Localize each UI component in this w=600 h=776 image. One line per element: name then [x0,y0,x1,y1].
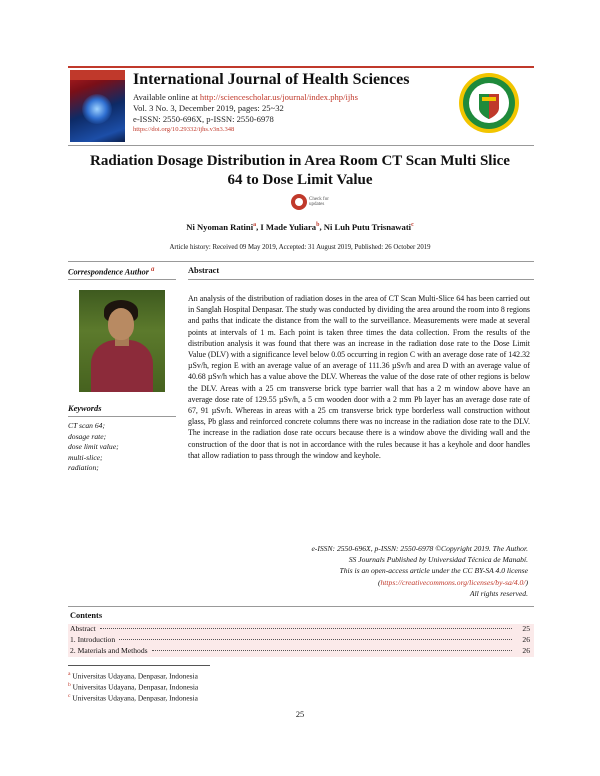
toc-item-label: Abstract [70,624,96,633]
article-title [60,152,540,190]
author-name: Ni Nyoman Ratini [186,222,254,232]
cover-band [70,70,125,80]
contents-heading: Contents [70,611,103,620]
abstract-heading: Abstract [188,266,220,275]
toc-item-page: 26 [522,646,530,655]
toc-item-page: 25 [522,624,530,633]
toc-leader [100,628,512,629]
header-top-rule [68,66,534,68]
toc-leader [152,650,512,651]
cover-glow [82,94,112,124]
page-number: 25 [295,710,305,719]
article-history: Article history: Received 09 May 2019, Accepted: 31 August 2019, Published: 26 October 2019 [169,244,431,251]
check-for-updates-icon[interactable] [291,194,307,210]
check-label-line2: updates [309,202,325,207]
divider [68,279,176,280]
divider [68,606,534,607]
license-line [196,577,528,588]
author-name: Ni Luh Putu Trisnawati [323,222,412,232]
affiliation-text: Universitas Udayana, Denpasar, Indonesia [72,693,198,703]
table-of-contents [68,624,534,657]
header-bottom-rule [68,145,534,146]
divider [188,279,534,280]
toc-leader [119,639,512,640]
keyword-item: radiation; [68,463,99,473]
issn-info: e-ISSN: 2550-696X, p-ISSN: 2550-6978 [133,114,274,124]
paren-open: ( [377,577,381,587]
toc-item-label: 1. Introduction [70,635,116,644]
journal-url-link[interactable]: http://sciencescholar.us/journal/index.php/ijhs [199,92,358,102]
affiliation-text: Universitas Udayana, Denpasar, Indonesia [72,682,199,692]
volume-info: Vol. 3 No. 3, December 2019, pages: 25~32 [133,103,284,113]
doi-link[interactable]: https://doi.org/10.29332/ijhs.v3n3.348 [133,126,235,133]
affiliation-sup: a [68,671,71,677]
license-block [196,543,528,599]
toc-item[interactable] [68,646,534,657]
author-name: I Made Yuliara [260,222,317,232]
toc-item[interactable] [68,635,534,646]
available-prefix: Available online at [133,92,200,102]
footnote-rule [68,665,210,666]
affiliation [68,693,198,702]
toc-item-label: 2. Materials and Methods [70,646,148,655]
article-title-line1: Radiation Dosage Distribution in Area Room CT Scan Multi Slice [90,153,510,169]
affiliation-sup: c [68,693,71,699]
correspondence-label: Correspondence Author [68,267,149,277]
author-sup: b [316,222,320,229]
keyword-item: dose limit value; [68,442,119,452]
affiliation [68,671,198,680]
keyword-item: CT scan 64; [68,421,105,430]
available-online [133,92,358,102]
journal-title: International Journal of Health Sciences [133,71,410,88]
keywords-heading: Keywords [68,404,102,413]
photo-body-shape [91,340,153,392]
affiliation-sup: b [68,682,71,688]
license-line: All rights reserved. [469,588,528,598]
keywords-list [68,421,119,474]
check-for-updates-label[interactable] [309,197,329,207]
keyword-item: dosage rate; [68,431,107,441]
author-photo [79,290,165,392]
author-sup: a [253,222,257,229]
author-list: Ni Nyoman Ratini$^a$, I Made Yuliara$^b$, Ni Luh Putu Trisnawati$^c$ [186,222,414,232]
affiliation [68,682,198,691]
correspondence-author-heading [68,266,154,277]
toc-item[interactable] [68,624,534,635]
license-line: e-ISSN: 2550-696X, p-ISSN: 2550-6978 ©Copyright 2019. The Author. [311,544,528,553]
license-line: SS Journals Published by Universidad Técnica de Manabí. [348,555,528,565]
journal-cover-image [70,70,125,142]
divider [68,416,176,417]
author-sup: c [411,222,414,229]
university-seal-logo [458,72,520,134]
license-line: This is an open-access article under the CC BY-SA 4.0 license [339,566,528,576]
correspondence-sup: a [150,266,155,273]
check-label-line1: Check for [309,197,329,202]
affiliation-text: Universitas Udayana, Denpasar, Indonesia [72,671,198,681]
divider [68,261,534,262]
license-url-link[interactable]: https://creativecommons.org/licenses/by-sa/4.0/ [380,577,526,587]
photo-face-shape [108,308,134,340]
article-title-line2: 64 to Dose Limit Value [227,172,373,188]
paren-close: ) [525,577,528,587]
keyword-item: multi-slice; [68,452,103,462]
toc-item-page: 26 [522,635,530,644]
abstract-text: An analysis of the distribution of radiation doses in the area of CT Scan Multi-Slice 64 has been carried out in Sanglah Hospital Denpasar. The study was conducted by dividing the area around the room into 8 regions and paths that indicate the distance from the wall to the surveillance. Measurements were made at several points at intervals of 1 m. Each point is taken three times the data collection. From the results of the distribution analysis it was found that there was an increase in the radiation dose rate to the Dose Limit Value (DLV) with a significance level below 0.05 occurring in region C with an average dose rate of 142.32 µSv/h, region E with an average value of an average of 111.36 µSv/h and area D with an average value of 40.68 µSv/h which has a value above the DLV. Whereas the value of the dose rate of other regions is below the DLV. Areas with a 25 cm transverse brick type barrier wall that has a 2 m window above have an average dose rate of 129.55 µSv/h, a 5 cm wooden door with a 2 mm Pb layer has an average dose rate of 67, 91 µSv/h. Whereas in areas with a 25 cm transverse brick type borderless wall construction without glass, Pb glass and reinforced concrete columns there was no increase in the radiation dose rate to the DLV. The increase in the radiation dose rate occurs because there is a window above the dividing wall and the construction of the door that is not in accordance with the rules because it has a keyhole and door handles that allow radiation to pass through the window and keyhole. [188,294,530,460]
